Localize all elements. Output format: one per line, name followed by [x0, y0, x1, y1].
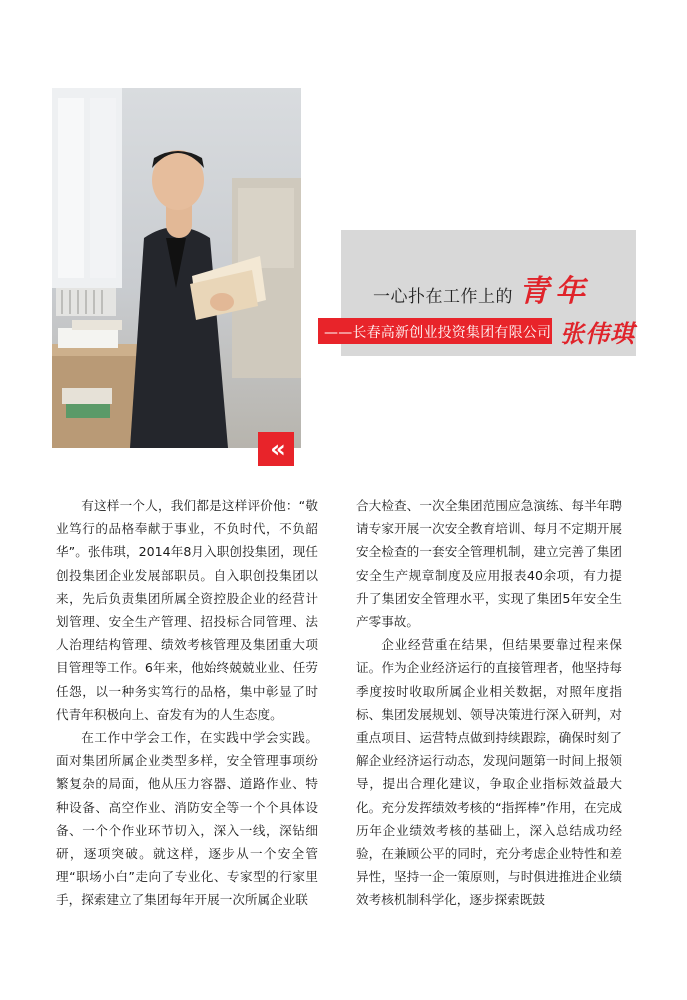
double-chevron-left-icon: «: [270, 435, 282, 463]
left-column: [56, 494, 318, 912]
right-column: [356, 494, 622, 912]
person-name: 张伟琪: [560, 319, 635, 348]
title-highlight: 青年: [519, 274, 591, 309]
organization-name: ——长春高新创业投资集团有限公司: [324, 325, 552, 341]
paragraph: 企业经营重在结果，但结果要靠过程来保证。作为企业经济运行的直接管理者，他坚持每季度按时收取所属企业相关数据，对照年度指标、集团发展规划、领导决策进行深入研判，对重点项目、运营特点做到持续跟踪，确保时刻了解企业经济运行动态，发现问题第一时间上报领导，提出合理化建议，争取企业指标效益最大化。充分发挥绩效考核的“指挥棒”作用，在完成历年企业绩效考核的基础上，深入总结成功经验，在兼顾公平的同时，充分考虑企业特性和差异性，坚持一企一策原则，与时俱进推进企业绩效考核机制科学化，逐步探索既鼓: [356, 637, 622, 908]
quote-badge: [258, 432, 294, 466]
portrait-photo: [52, 88, 301, 448]
paragraph: 有这样一个人，我们都是这样评价他：“敬业笃行的品格奉献于事业，不负时代，不负韶华”。张伟琪，2014年8月入职创投集团，现任创投集团企业发展部职员。自入职创投集团以来，先后负责集团所属全资控股企业的经营计划管理、安全生产管理、招投标合同管理、法人治理结构管理、绩效考核管理及集团重大项目管理等工作。6年来，他始终兢兢业业、任劳任怨，以一种务实笃行的品格，集中彰显了时代青年积极向上、奋发有为的人生态度。: [56, 498, 318, 722]
portrait-illustration: [52, 88, 301, 448]
paragraph: 在工作中学会工作，在实践中学会实践。面对集团所属企业类型多样，安全管理事项纷繁复杂的局面，他从压力容器、道路作业、特种设备、高空作业、消防安全等一个个具体设备、一个个作业环节切入，深入一线，深钻细研，逐项突破。就这样，逐步从一个安全管理“职场小白”走向了专业化、专家型的行家里手，探索建立了集团每年开展一次所属企业联: [56, 730, 318, 908]
paragraph-continued: 合大检查、一次全集团范围应急演练、每半年聘请专家开展一次安全教育培训、每月不定期开展安全检查的一套安全管理机制，建立完善了集团安全生产规章制度及应用报表40余项，有力提升了集团安全管理水平，实现了集团5年安全生产零事故。: [356, 498, 622, 630]
title-line1: 一心扑在工作上的: [373, 287, 513, 307]
